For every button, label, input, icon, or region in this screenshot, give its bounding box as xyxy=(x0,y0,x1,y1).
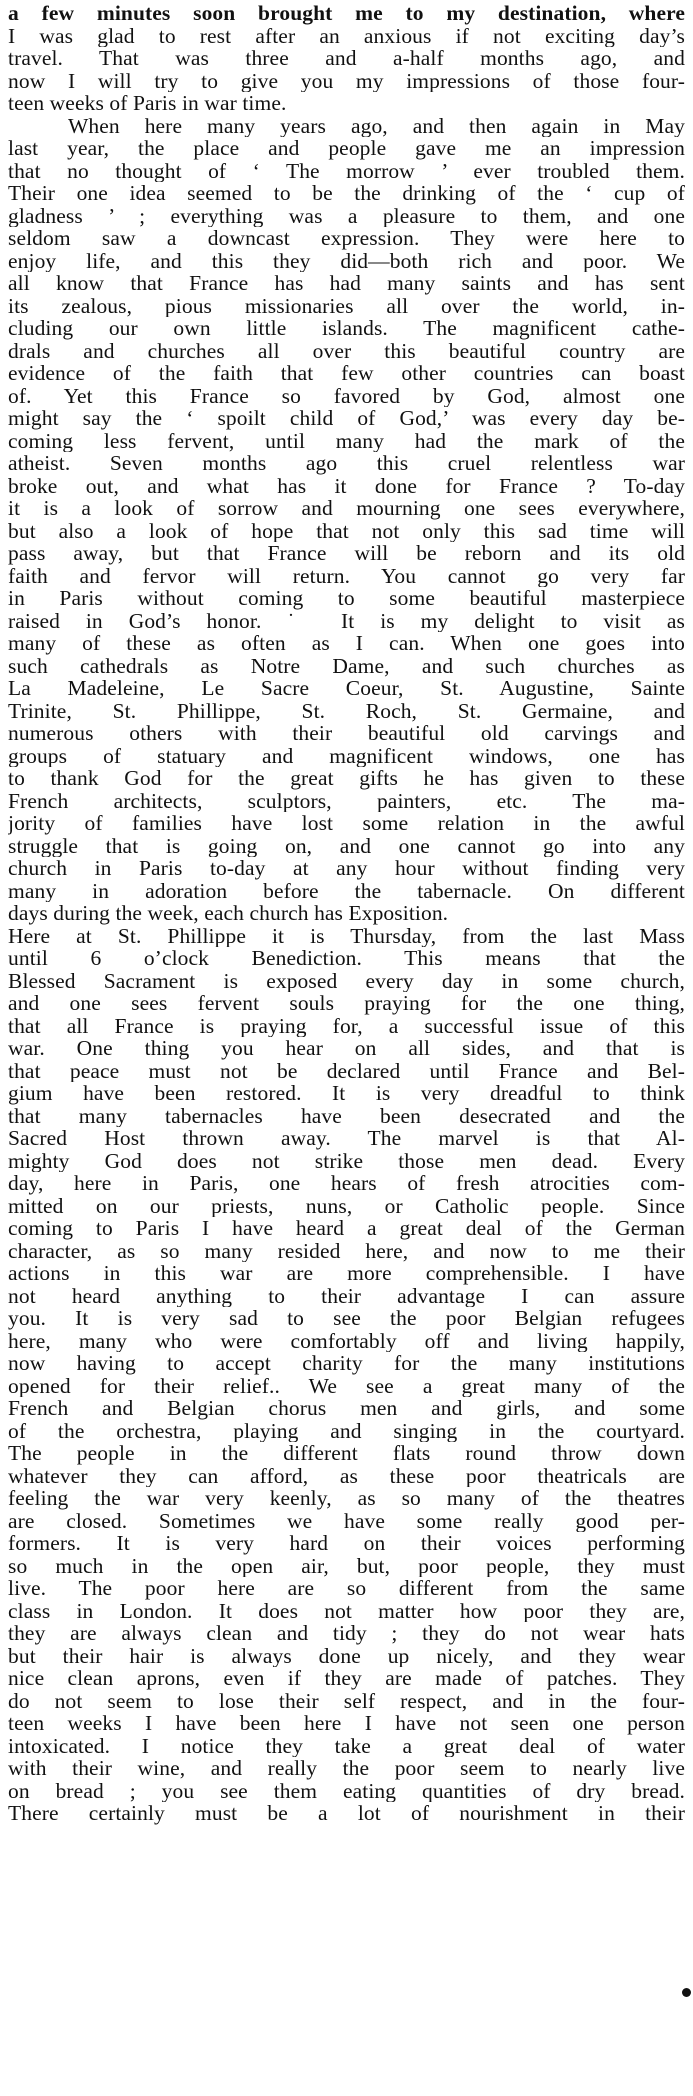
text-line: La Madeleine, Le Sacre Coeur, St. Augustine, Sainte xyxy=(8,677,685,700)
text-line: drals and churches all over this beautiful country are xyxy=(8,339,685,362)
article-text xyxy=(8,2,685,1825)
text-line: groups of statuary and magnificent windows, one has xyxy=(8,744,685,767)
text-line: mighty God does not strike those men dead. Every xyxy=(8,1149,685,1172)
text-line: I was glad to rest after an anxious if not exciting day’s xyxy=(8,24,685,47)
text-line: French architects, sculptors, painters, etc. The ma- xyxy=(8,789,685,812)
text-line: The people in the different flats round throw down xyxy=(8,1442,685,1465)
text-line: but their hair is always done up nicely, and they wear xyxy=(8,1644,685,1667)
margin-ink-mark xyxy=(682,1988,691,1997)
text-line: do not seem to lose their self respect, and in the four- xyxy=(8,1689,685,1712)
text-line: church in Paris to-day at any hour without finding very xyxy=(8,857,685,880)
text-line: now having to accept charity for the many institutions xyxy=(8,1352,685,1375)
text-line: many in adoration before the tabernacle. On different xyxy=(8,879,685,902)
text-line: French and Belgian chorus men and girls, and some xyxy=(8,1397,685,1420)
text-line: on bread ; you see them eating quantities of dry bread. xyxy=(8,1779,685,1802)
text-line: Their one idea seemed to be the drinking of the ‘ cup of xyxy=(8,182,685,205)
text-line: that peace must not be declared until France and Bel- xyxy=(8,1059,685,1082)
text-line: not heard anything to their advantage I can assure xyxy=(8,1284,685,1307)
text-line: whatever they can afford, as these poor theatricals are xyxy=(8,1464,685,1487)
text-line: class in London. It does not matter how poor they are, xyxy=(8,1599,685,1622)
text-line: gium have been restored. It is very dreadful to think xyxy=(8,1082,685,1105)
text-line: mitted on our priests, nuns, or Catholic people. Since xyxy=(8,1194,685,1217)
text-line: Trinite, St. Phillippe, St. Roch, St. Germaine, and xyxy=(8,699,685,722)
text-line: cluding our own little islands. The magnificent cathe- xyxy=(8,317,685,340)
text-line: evidence of the faith that few other countries can boast xyxy=(8,362,685,385)
text-line: its zealous, pious missionaries all over the world, in- xyxy=(8,294,685,317)
text-line: character, as so many resided here, and now to me their xyxy=(8,1239,685,1262)
text-line: such cathedrals as Notre Dame, and such churches as xyxy=(8,654,685,677)
text-line: Blessed Sacrament is exposed every day in some church, xyxy=(8,969,685,992)
text-line: formers. It is very hard on their voices performing xyxy=(8,1532,685,1555)
text-line: seldom saw a downcast expression. They were here to xyxy=(8,227,685,250)
text-line: but also a look of hope that not only this sad time will xyxy=(8,519,685,542)
text-line: that many tabernacles have been desecrated and the xyxy=(8,1104,685,1127)
text-line: so much in the open air, but, poor people, they must xyxy=(8,1554,685,1577)
text-line: There certainly must be a lot of nourishment in their xyxy=(8,1802,685,1825)
text-line: When here many years ago, and then again in May xyxy=(68,114,685,137)
text-line: in Paris without coming to some beautiful masterpiece xyxy=(8,587,685,610)
text-line: gladness ’ ; everything was a pleasure to them, and one xyxy=(8,204,685,227)
text-line: here, many who were comfortably off and living happily, xyxy=(8,1329,685,1352)
text-line: broke out, and what has it done for France ? To-day xyxy=(8,474,685,497)
text-line: Sacred Host thrown away. The marvel is that Al- xyxy=(8,1127,685,1150)
text-line: numerous others with their beautiful old carvings and xyxy=(8,722,685,745)
text-line: day, here in Paris, one hears of fresh atrocities com- xyxy=(8,1172,685,1195)
text-line: it is a look of sorrow and mourning one sees everywhere, xyxy=(8,497,685,520)
text-line: of the orchestra, playing and singing in the courtyard. xyxy=(8,1419,685,1442)
text-line: of. Yet this France so favored by God, almost one xyxy=(8,384,685,407)
text-line: struggle that is going on, and one cannot go into any xyxy=(8,834,685,857)
text-line: that no thought of ‘ The morrow ’ ever troubled them. xyxy=(8,159,685,182)
text-line: nice clean aprons, even if they are made of patches. They xyxy=(8,1667,685,1690)
text-line: Here at St. Phillippe it is Thursday, from the last Mass xyxy=(8,924,685,947)
text-line: coming less fervent, until many had the mark of the xyxy=(8,429,685,452)
text-line: feeling the war very keenly, as so many of the theatres xyxy=(8,1487,685,1510)
text-line: intoxicated. I notice they take a great deal of water xyxy=(8,1734,685,1757)
text-line: teen weeks of Paris in war time. xyxy=(8,92,287,115)
text-line: with their wine, and really the poor seem to nearly live xyxy=(8,1757,685,1780)
text-line: actions in this war are more comprehensible. I have xyxy=(8,1262,685,1285)
text-line: teen weeks I have been here I have not seen one person xyxy=(8,1712,685,1735)
text-line: and one sees fervent souls praying for the one thing, xyxy=(8,992,685,1015)
text-line: faith and fervor will return. You cannot go very far xyxy=(8,564,685,587)
text-line: coming to Paris I have heard a great deal of the German xyxy=(8,1217,685,1240)
text-line: jority of families have lost some relation in the awful xyxy=(8,812,685,835)
text-line: opened for their relief.. We see a great many of the xyxy=(8,1374,685,1397)
text-line: that all France is praying for, a successful issue of this xyxy=(8,1014,685,1037)
text-line: last year, the place and people gave me an impression xyxy=(8,137,685,160)
text-line: might say the ‘ spoilt child of God,’ was every day be- xyxy=(8,407,685,430)
text-line: enjoy life, and this they did—both rich and poor. We xyxy=(8,249,685,272)
text-line: now I will try to give you my impressions of those four- xyxy=(8,69,685,92)
text-line: live. The poor here are so different from the same xyxy=(8,1577,685,1600)
text-line: raised in God’s honor. ˙ It is my delight to visit as xyxy=(8,609,685,632)
text-line: many of these as often as I can. When one goes into xyxy=(8,632,685,655)
text-line: war. One thing you hear on all sides, and that is xyxy=(8,1037,685,1060)
text-line: atheist. Seven months ago this cruel relentless war xyxy=(8,452,685,475)
text-line: to thank God for the great gifts he has given to these xyxy=(8,767,685,790)
text-line: they are always clean and tidy ; they do not wear hats xyxy=(8,1622,685,1645)
text-line: until 6 o’clock Benediction. This means that the xyxy=(8,947,685,970)
text-line: a few minutes soon brought me to my destination, where xyxy=(8,2,685,25)
text-line: travel. That was three and a-half months ago, and xyxy=(8,47,685,70)
text-line: days during the week, each church has Exposition. xyxy=(8,902,449,925)
text-line: pass away, but that France will be reborn and its old xyxy=(8,542,685,565)
text-line: you. It is very sad to see the poor Belgian refugees xyxy=(8,1307,685,1330)
text-line: all know that France has had many saints and has sent xyxy=(8,272,685,295)
text-line: are closed. Sometimes we have some really good per- xyxy=(8,1509,685,1532)
